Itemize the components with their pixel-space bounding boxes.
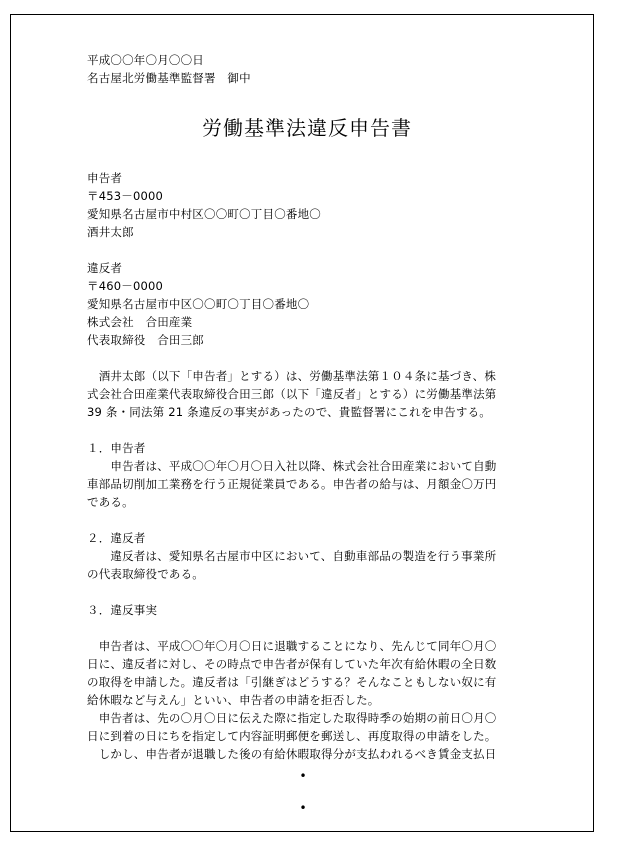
date-line: 平成〇〇年〇月〇〇日 bbox=[87, 53, 204, 67]
document-title: 労働基準法違反申告書 bbox=[202, 116, 412, 140]
violator-representative: 代表取締役 合田三郎 bbox=[87, 333, 204, 347]
continuation-dot: • bbox=[299, 769, 307, 783]
section-line: の代表取締役である。 bbox=[87, 567, 204, 581]
complainant-heading: 申告者 bbox=[87, 171, 123, 185]
intro-line: 式会社合田産業代表取締役合田三郎（以下「違反者」とする）に労働基準法第 bbox=[87, 387, 497, 401]
spacer bbox=[87, 241, 527, 259]
section-heading: １．申告者 bbox=[87, 441, 146, 455]
section-violation-facts bbox=[87, 601, 527, 763]
section-line: 申告者は、平成〇〇年〇月〇日に退職することになり、先んじて同年〇月〇 bbox=[87, 639, 497, 653]
section-line: である。 bbox=[87, 495, 134, 509]
complainant-name: 酒井太郎 bbox=[87, 225, 134, 239]
complainant-postal: 〒453－0000 bbox=[87, 189, 164, 203]
section-line: 日に、違反者に対し、その時点で申告者が保有していた年次有給休暇の全日数 bbox=[87, 657, 497, 671]
recipient-line: 名古屋北労働基準監督署 御中 bbox=[87, 71, 251, 85]
spacer bbox=[87, 349, 527, 367]
section-line: の取得を申請した。違反者は「引継ぎはどうする？そんなこともしない奴に有 bbox=[87, 675, 497, 689]
section-line: 申告者は、先の〇月〇日に伝えた際に指定した取得時季の始期の前日〇月〇 bbox=[87, 711, 497, 725]
section-line: 申告者は、平成〇〇年〇月〇日入社以降、株式会社合田産業において自動 bbox=[87, 459, 497, 473]
violator-heading: 違反者 bbox=[87, 261, 123, 275]
section-line: 違反者は、愛知県名古屋市中区において、自動車部品の製造を行う事業所 bbox=[87, 549, 497, 563]
section-line: 車部品切削加工業務を行う正規従業員である。申告者の給与は、月額金〇万円 bbox=[87, 477, 497, 491]
spacer bbox=[87, 421, 527, 439]
section-line: しかし、申告者が退職した後の有給休暇取得分が支払われるべき賃金支払日 bbox=[87, 747, 497, 761]
violator-postal: 〒460－0000 bbox=[87, 279, 164, 293]
complainant-block bbox=[87, 169, 527, 241]
spacer bbox=[87, 511, 527, 529]
document-page bbox=[10, 14, 594, 832]
section-heading: ３．違反事実 bbox=[87, 603, 158, 617]
document-body bbox=[87, 51, 527, 763]
violator-address: 愛知県名古屋市中区〇〇町〇丁目〇番地〇 bbox=[87, 297, 310, 311]
spacer bbox=[87, 619, 527, 637]
section-violator bbox=[87, 529, 527, 583]
section-line: 日に到着の日にちを指定して内容証明郵便を郵送し、再度取得の申請をした。 bbox=[87, 729, 497, 743]
continuation-dot: • bbox=[299, 801, 307, 815]
section-complainant bbox=[87, 439, 527, 511]
intro-line: 酒井太郎（以下「申告者」とする）は、労働基準法第１０４条に基づき、株 bbox=[87, 369, 497, 383]
complainant-address: 愛知県名古屋市中村区〇〇町〇丁目〇番地〇 bbox=[87, 207, 321, 221]
intro-line: 39 条・同法第 21 条違反の事実があったので、貴監督署にこれを申告する。 bbox=[87, 405, 491, 419]
section-line: 給休暇など与えん」といい、申告者の申請を拒否した。 bbox=[87, 693, 380, 707]
violator-block bbox=[87, 259, 527, 349]
section-heading: ２．違反者 bbox=[87, 531, 146, 545]
intro-paragraph bbox=[87, 367, 527, 421]
violator-company: 株式会社 合田産業 bbox=[87, 315, 193, 329]
spacer bbox=[87, 583, 527, 601]
